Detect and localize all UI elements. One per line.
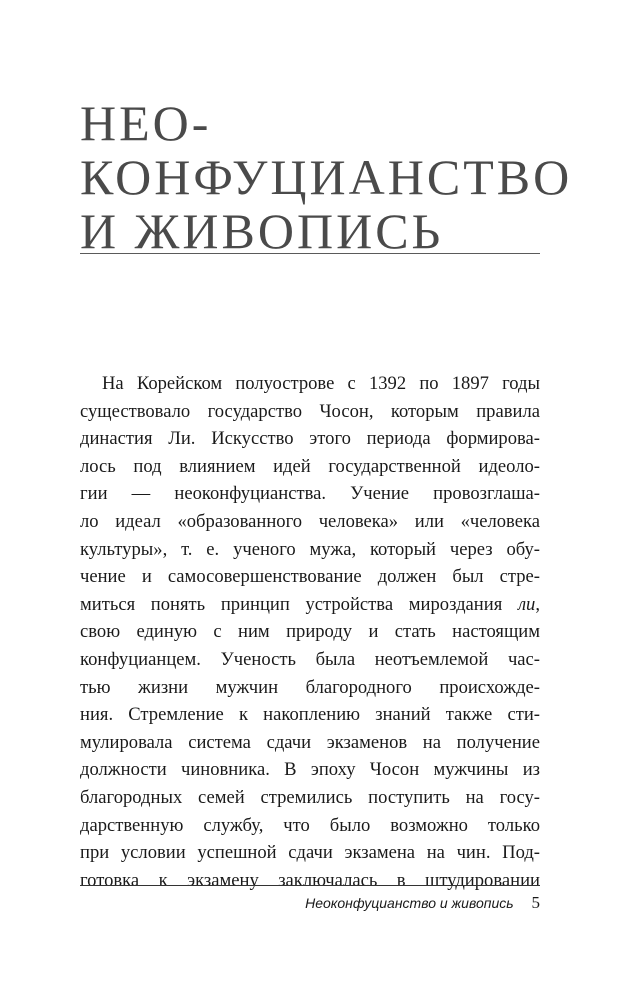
text-line: готовка к экзамену заключалась в штудировании (80, 869, 540, 891)
title-underline (80, 253, 540, 254)
text-line: существовало государство Чосон, которым правила (80, 400, 540, 422)
text-line: конфуцианцем. Ученость была неотъемлемой час- (80, 648, 540, 670)
footer-divider (80, 885, 540, 886)
text-line-part: , (535, 593, 540, 615)
page-footer (80, 893, 540, 913)
text-line: тью жизни мужчин благородного происхожде- (80, 676, 540, 698)
text-line: должности чиновника. В эпоху Чосон мужчины из (80, 759, 540, 781)
text-line: при условии успешной сдачи экзамена на чин. Под- (80, 842, 540, 864)
page-number: 5 (531, 893, 540, 912)
chapter-title-line: НЕО- (80, 95, 212, 151)
text-line: династия Ли. Искусство этого периода формирова- (80, 428, 540, 450)
text-line-part: миться понять принцип устройства мироздания (80, 593, 503, 615)
text-line: ло идеал «образованного человека» или «человека (80, 510, 540, 532)
body-paragraph (80, 370, 540, 894)
text-line: свою единую с ним природу и стать настоящим (80, 621, 540, 643)
text-line: гии — неоконфуцианства. Учение провозглаша- (80, 483, 540, 505)
text-line: дарственную службу, что было возможно только (80, 814, 540, 836)
italic-term: ли (517, 593, 536, 615)
chapter-title-line: И ЖИВОПИСЬ (80, 203, 444, 259)
text-line: лось под влиянием идей государственной идеоло- (80, 455, 540, 477)
text-line: чение и самосовершенствование должен был стре- (80, 566, 540, 588)
running-head: Неоконфуцианство и живопись (305, 895, 514, 911)
text-line: мулировала система сдачи экзаменов на получение (80, 731, 540, 753)
text-line: ния. Стремление к накоплению знаний также сти- (80, 704, 540, 726)
text-line: На Корейском полуострове с 1392 по 1897 годы (102, 373, 540, 394)
text-line: культуры», т. е. ученого мужа, который через обу- (80, 538, 540, 560)
text-line (80, 591, 540, 619)
chapter-title (80, 95, 573, 259)
text-line: благородных семей стремились поступить на госу- (80, 786, 540, 808)
chapter-title-line: КОНФУЦИАНСТВО (80, 149, 573, 205)
